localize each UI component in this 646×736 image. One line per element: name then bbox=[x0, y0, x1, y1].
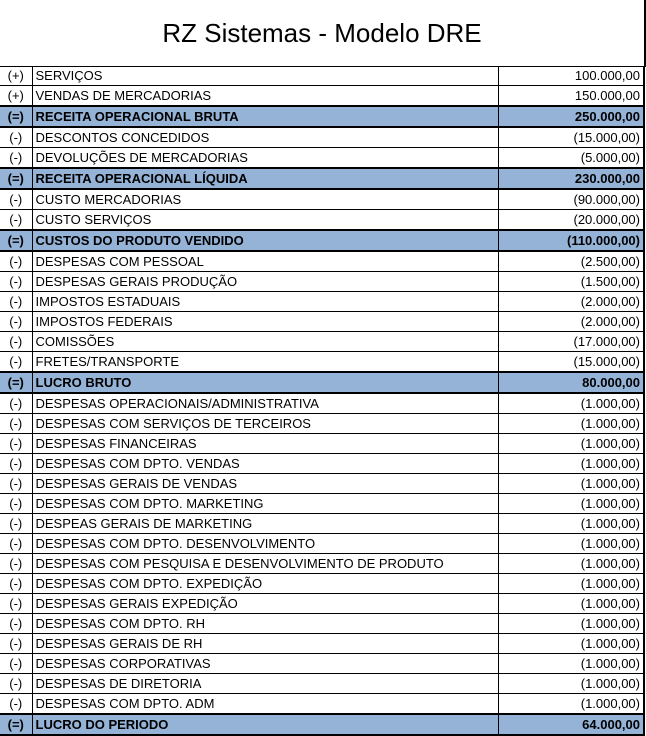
operator-cell[interactable]: (+) bbox=[0, 66, 32, 86]
value-cell[interactable]: (1.000,00) bbox=[498, 694, 644, 715]
table-row bbox=[0, 312, 644, 332]
value-cell[interactable]: (110.000,00) bbox=[498, 230, 644, 251]
operator-cell[interactable]: (-) bbox=[0, 474, 32, 494]
operator-cell[interactable]: (-) bbox=[0, 189, 32, 210]
value-cell[interactable]: (1.000,00) bbox=[498, 414, 644, 434]
value-cell[interactable]: (1.500,00) bbox=[498, 272, 644, 292]
value-cell[interactable]: (1.000,00) bbox=[498, 393, 644, 414]
value-cell[interactable]: (1.000,00) bbox=[498, 654, 644, 674]
value-cell[interactable]: (1.000,00) bbox=[498, 494, 644, 514]
operator-cell[interactable]: (=) bbox=[0, 372, 32, 393]
value-cell[interactable]: 250.000,00 bbox=[498, 106, 644, 127]
operator-cell[interactable]: (-) bbox=[0, 554, 32, 574]
table-row bbox=[0, 66, 644, 86]
value-cell[interactable]: (90.000,00) bbox=[498, 189, 644, 210]
operator-cell[interactable]: (-) bbox=[0, 312, 32, 332]
description-cell[interactable]: DESPESAS GERAIS PRODUÇÃO bbox=[32, 272, 498, 292]
description-cell[interactable]: DESPESAS OPERACIONAIS/ADMINISTRATIVA bbox=[32, 393, 498, 414]
table-row bbox=[0, 251, 644, 272]
description-cell[interactable]: DESPESAS DE DIRETORIA bbox=[32, 674, 498, 694]
table-row bbox=[0, 594, 644, 614]
value-cell[interactable]: (1.000,00) bbox=[498, 594, 644, 614]
description-cell[interactable]: RECEITA OPERACIONAL LÍQUIDA bbox=[32, 168, 498, 189]
table-row bbox=[0, 434, 644, 454]
dre-table bbox=[0, 66, 645, 736]
operator-cell[interactable]: (-) bbox=[0, 594, 32, 614]
operator-cell[interactable]: (=) bbox=[0, 230, 32, 251]
operator-cell[interactable]: (-) bbox=[0, 251, 32, 272]
value-cell[interactable]: (2.000,00) bbox=[498, 292, 644, 312]
operator-cell[interactable]: (-) bbox=[0, 614, 32, 634]
description-cell[interactable]: DESPESAS COM DPTO. DESENVOLVIMENTO bbox=[32, 534, 498, 554]
value-cell[interactable]: (1.000,00) bbox=[498, 514, 644, 534]
description-cell[interactable]: FRETES/TRANSPORTE bbox=[32, 352, 498, 373]
dre-table-body bbox=[0, 66, 644, 735]
description-cell[interactable]: DESPESAS COM DPTO. VENDAS bbox=[32, 454, 498, 474]
description-cell[interactable]: DESPESAS COM SERVIÇOS DE TERCEIROS bbox=[32, 414, 498, 434]
description-cell[interactable]: DESPESAS GERAIS DE VENDAS bbox=[32, 474, 498, 494]
description-cell[interactable]: LUCRO DO PERIODO bbox=[32, 714, 498, 735]
table-row bbox=[0, 127, 644, 148]
operator-cell[interactable]: (-) bbox=[0, 127, 32, 148]
description-cell[interactable]: DESPESAS COM DPTO. ADM bbox=[32, 694, 498, 715]
description-cell[interactable]: DESPESAS GERAIS EXPEDIÇÃO bbox=[32, 594, 498, 614]
page-title[interactable]: RZ Sistemas - Modelo DRE bbox=[0, 0, 646, 67]
operator-cell[interactable]: (-) bbox=[0, 454, 32, 474]
value-cell[interactable]: 64.000,00 bbox=[498, 714, 644, 735]
total-row bbox=[0, 230, 644, 251]
table-row bbox=[0, 474, 644, 494]
description-cell[interactable]: DESPESAS COM PESQUISA E DESENVOLVIMENTO DE PRODUTO bbox=[32, 554, 498, 574]
description-cell[interactable]: DESPESAS COM DPTO. RH bbox=[32, 614, 498, 634]
description-cell[interactable]: DESPESAS CORPORATIVAS bbox=[32, 654, 498, 674]
operator-cell[interactable]: (-) bbox=[0, 534, 32, 554]
table-row bbox=[0, 514, 644, 534]
operator-cell[interactable]: (-) bbox=[0, 210, 32, 231]
table-row bbox=[0, 614, 644, 634]
description-cell[interactable]: DESPESAS COM DPTO. EXPEDIÇÃO bbox=[32, 574, 498, 594]
table-row bbox=[0, 393, 644, 414]
description-cell[interactable]: CUSTO SERVIÇOS bbox=[32, 210, 498, 231]
operator-cell[interactable]: (-) bbox=[0, 674, 32, 694]
operator-cell[interactable]: (-) bbox=[0, 292, 32, 312]
operator-cell[interactable]: (-) bbox=[0, 434, 32, 454]
value-cell[interactable]: (1.000,00) bbox=[498, 534, 644, 554]
description-cell[interactable]: IMPOSTOS FEDERAIS bbox=[32, 312, 498, 332]
total-row bbox=[0, 372, 644, 393]
value-cell[interactable]: (1.000,00) bbox=[498, 614, 644, 634]
description-cell[interactable]: RECEITA OPERACIONAL BRUTA bbox=[32, 106, 498, 127]
value-cell[interactable]: (1.000,00) bbox=[498, 434, 644, 454]
table-row bbox=[0, 86, 644, 107]
operator-cell[interactable]: (-) bbox=[0, 332, 32, 352]
operator-cell[interactable]: (=) bbox=[0, 714, 32, 735]
description-cell[interactable]: DESPESAS GERAIS DE RH bbox=[32, 634, 498, 654]
operator-cell[interactable]: (+) bbox=[0, 86, 32, 107]
value-cell[interactable]: (2.500,00) bbox=[498, 251, 644, 272]
table-row bbox=[0, 352, 644, 373]
table-row bbox=[0, 654, 644, 674]
operator-cell[interactable]: (-) bbox=[0, 148, 32, 169]
value-cell[interactable]: (1.000,00) bbox=[498, 554, 644, 574]
value-cell[interactable]: (15.000,00) bbox=[498, 352, 644, 373]
value-cell[interactable]: (1.000,00) bbox=[498, 634, 644, 654]
description-cell[interactable]: CUSTO MERCADORIAS bbox=[32, 189, 498, 210]
value-cell[interactable]: 150.000,00 bbox=[498, 86, 644, 107]
table-row bbox=[0, 210, 644, 231]
description-cell[interactable]: DESPESAS COM DPTO. MARKETING bbox=[32, 494, 498, 514]
description-cell[interactable]: IMPOSTOS ESTADUAIS bbox=[32, 292, 498, 312]
table-row bbox=[0, 189, 644, 210]
operator-cell[interactable]: (=) bbox=[0, 106, 32, 127]
value-cell[interactable]: 80.000,00 bbox=[498, 372, 644, 393]
operator-cell[interactable]: (-) bbox=[0, 414, 32, 434]
description-cell[interactable]: DESCONTOS CONCEDIDOS bbox=[32, 127, 498, 148]
table-row bbox=[0, 332, 644, 352]
table-row bbox=[0, 148, 644, 169]
value-cell[interactable]: (1.000,00) bbox=[498, 674, 644, 694]
table-row bbox=[0, 292, 644, 312]
operator-cell[interactable]: (-) bbox=[0, 393, 32, 414]
operator-cell[interactable]: (-) bbox=[0, 634, 32, 654]
value-cell[interactable]: (2.000,00) bbox=[498, 312, 644, 332]
value-cell[interactable]: (20.000,00) bbox=[498, 210, 644, 231]
description-cell[interactable]: CUSTOS DO PRODUTO VENDIDO bbox=[32, 230, 498, 251]
description-cell[interactable]: VENDAS DE MERCADORIAS bbox=[32, 86, 498, 107]
table-row bbox=[0, 454, 644, 474]
operator-cell[interactable]: (-) bbox=[0, 514, 32, 534]
table-row bbox=[0, 494, 644, 514]
table-row bbox=[0, 694, 644, 715]
value-cell[interactable]: (1.000,00) bbox=[498, 474, 644, 494]
operator-cell[interactable]: (-) bbox=[0, 352, 32, 373]
table-row bbox=[0, 554, 644, 574]
value-cell[interactable]: (15.000,00) bbox=[498, 127, 644, 148]
value-cell[interactable]: 230.000,00 bbox=[498, 168, 644, 189]
operator-cell[interactable]: (-) bbox=[0, 494, 32, 514]
table-row bbox=[0, 634, 644, 654]
operator-cell[interactable]: (=) bbox=[0, 168, 32, 189]
value-cell[interactable]: (17.000,00) bbox=[498, 332, 644, 352]
value-cell[interactable]: 100.000,00 bbox=[498, 66, 644, 86]
total-row bbox=[0, 106, 644, 127]
value-cell[interactable]: (1.000,00) bbox=[498, 574, 644, 594]
description-cell[interactable]: DESPEAS GERAIS DE MARKETING bbox=[32, 514, 498, 534]
table-row bbox=[0, 534, 644, 554]
description-cell[interactable]: LUCRO BRUTO bbox=[32, 372, 498, 393]
operator-cell[interactable]: (-) bbox=[0, 272, 32, 292]
value-cell[interactable]: (1.000,00) bbox=[498, 454, 644, 474]
total-row bbox=[0, 168, 644, 189]
operator-cell[interactable]: (-) bbox=[0, 654, 32, 674]
description-cell[interactable]: DESPESAS COM PESSOAL bbox=[32, 251, 498, 272]
table-row bbox=[0, 272, 644, 292]
table-row bbox=[0, 674, 644, 694]
description-cell[interactable]: COMISSÕES bbox=[32, 332, 498, 352]
description-cell[interactable]: DESPESAS FINANCEIRAS bbox=[32, 434, 498, 454]
value-cell[interactable]: (5.000,00) bbox=[498, 148, 644, 169]
operator-cell[interactable]: (-) bbox=[0, 694, 32, 715]
description-cell[interactable]: SERVIÇOS bbox=[32, 66, 498, 86]
description-cell[interactable]: DEVOLUÇÕES DE MERCADORIAS bbox=[32, 148, 498, 169]
operator-cell[interactable]: (-) bbox=[0, 574, 32, 594]
table-row bbox=[0, 574, 644, 594]
table-row bbox=[0, 414, 644, 434]
